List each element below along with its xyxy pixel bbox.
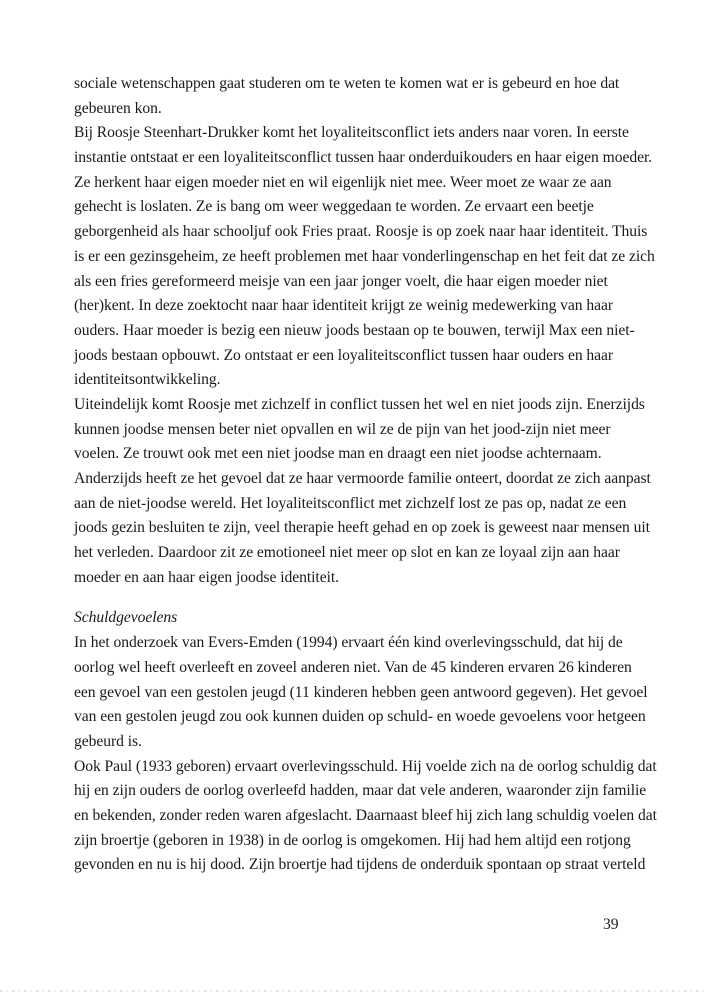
text-line: gevonden en nu is hij dood. Zijn broertje had tijdens de onderduik spontaan op straat verteld bbox=[74, 856, 646, 874]
text-line: en bekenden, zonder reden waren afgeslacht. Daarnaast bleef hij zich lang schuldig voelen dat bbox=[74, 806, 657, 824]
document-page bbox=[74, 72, 657, 878]
text-line: Bij Roosje Steenhart-Drukker komt het loyaliteitsconflict iets anders naar voren. In eerste bbox=[74, 124, 629, 142]
text-line: joods bestaan opbouwt. Zo ontstaat er een loyaliteitsconflict tussen haar ouders en haar bbox=[74, 346, 614, 364]
text-line: aan de niet-joodse wereld. Het loyaliteitsconflict met zichzelf lost ze pas op, nadat ze een bbox=[74, 494, 627, 512]
page-number: 39 bbox=[603, 916, 619, 933]
scan-edge-artifact bbox=[0, 990, 707, 992]
text-line: gehecht is loslaten. Ze is bang om weer weggedaan te worden. Ze ervaart een beetje bbox=[74, 198, 594, 216]
text-line: oorlog wel heeft overleeft en zoveel anderen niet. Van de 45 kinderen ervaren 26 kinderen bbox=[74, 658, 632, 676]
text-line: Anderzijds heeft ze het gevoel dat ze haar vermoorde familie onteert, doordat ze zich aanpast bbox=[74, 470, 651, 487]
text-line: kunnen joodse mensen beter niet opvallen en wil ze de pijn van het jood-zijn niet meer bbox=[74, 420, 611, 438]
text-line: Ook Paul (1933 geboren) ervaart overlevingsschuld. Hij voelde zich na de oorlog schuldig dat bbox=[74, 757, 657, 775]
text-line: instantie ontstaat er een loyaliteitsconflict tussen haar onderduikouders en haar eigen moeder. bbox=[74, 149, 653, 167]
text-line: moeder en aan haar eigen joodse identiteit. bbox=[74, 568, 340, 586]
section-gap bbox=[74, 590, 644, 606]
text-line: gebeuren kon. bbox=[74, 99, 162, 117]
text-line: hij en zijn ouders de oorlog overleefd hadden, maar dat vele anderen, waaronder zijn familie bbox=[74, 782, 647, 800]
text-line: Uiteindelijk komt Roosje met zichzelf in conflict tussen het wel en niet joods zijn. Enerzijds bbox=[74, 395, 645, 413]
text-line: van een gestolen jeugd zou ook kunnen duiden op schuld- en woede gevoelens voor hetgeen bbox=[74, 708, 646, 726]
text-line: als een fries gereformeerd meisje van een jaar jonger voelt, die haar eigen moeder niet bbox=[74, 272, 608, 290]
text-line: is er een gezinsgeheim, ze heeft problemen met haar vonderlingenschap en het feit dat ze zich bbox=[74, 247, 655, 265]
text-line: een gevoel van een gestolen jeugd (11 kinderen hebben geen antwoord gegeven). Het gevoel bbox=[74, 683, 648, 701]
text-line: (her)kent. In deze zoektocht naar haar identiteit krijgt ze weinig medewerking van haar bbox=[74, 297, 614, 315]
paragraph bbox=[74, 755, 657, 878]
paragraph bbox=[74, 72, 644, 121]
text-line: sociale wetenschappen gaat studeren om te weten te komen wat er is gebeurd en hoe dat bbox=[74, 75, 620, 92]
text-line: ouders. Haar moeder is bezig een nieuw joods bestaan op te bouwen, terwijl Max een niet- bbox=[74, 321, 635, 339]
text-line: het verleden. Daardoor zit ze emotioneel niet meer op slot en kan ze loyaal zijn aan haar bbox=[74, 544, 620, 562]
text-line: gebeurd is. bbox=[74, 732, 142, 750]
text-line: voelen. Ze trouwt ook met een niet joodse man en draagt een niet joodse achternaam. bbox=[74, 445, 602, 463]
paragraph bbox=[74, 393, 651, 591]
section-heading: Schuldgevoelens bbox=[74, 609, 178, 627]
text-line: Ze herkent haar eigen moeder niet en wil eigenlijk niet mee. Weer moet ze waar ze aan bbox=[74, 173, 612, 191]
text-line: joods gezin besluiten te zijn, veel therapie heeft gehad en op zoek is geweest naar mensen uit bbox=[74, 519, 650, 537]
text-line: In het onderzoek van Evers-Emden (1994) ervaart één kind overlevingsschuld, dat hij de bbox=[74, 634, 623, 652]
paragraph bbox=[74, 121, 655, 393]
text-line: zijn broertje (geboren in 1938) in de oorlog is omgekomen. Hij had hem altijd een rotjong bbox=[74, 831, 631, 849]
paragraph bbox=[74, 631, 648, 754]
text-line: geborgenheid als haar schooljuf ook Fries praat. Roosje is op zoek naar haar identiteit. Thuis bbox=[74, 223, 648, 241]
text-line: identiteitsontwikkeling. bbox=[74, 371, 221, 389]
